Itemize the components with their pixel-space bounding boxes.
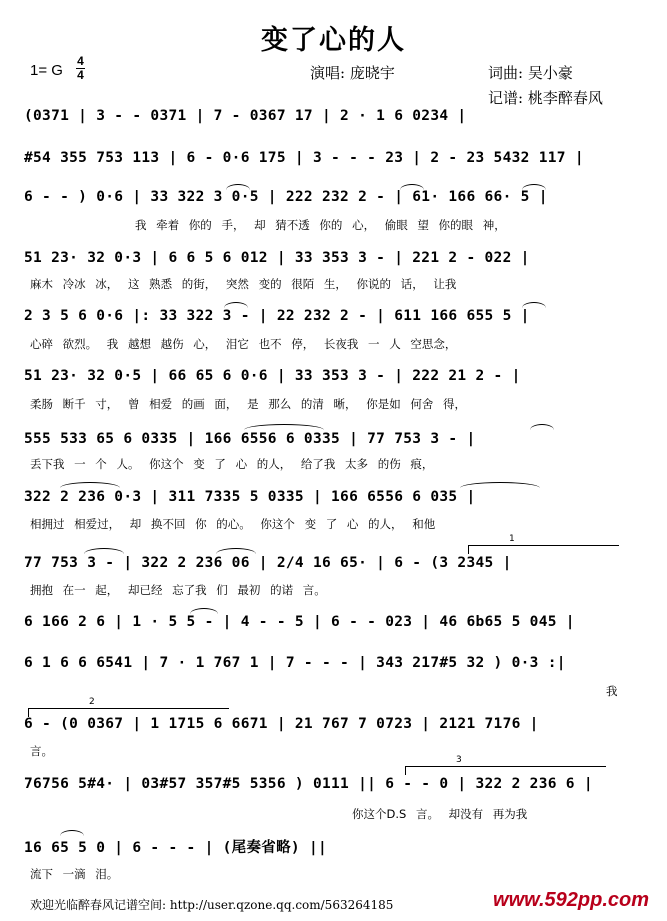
footer-credit: 欢迎光临醉春风记谱空间: http://user.qzone.qq.com/563264185 (30, 898, 394, 912)
lyric-line: 柔肠 断千 寸， 曾 相爱 的画 面， 是 那么 的清 晰， 你是如 何舍 得， (30, 397, 467, 411)
slur-mark (190, 608, 218, 614)
time-signature-top: 4 (77, 54, 84, 68)
lyric-line: 拥抱 在一 起， 却已经 忘了我 们 最初 的诺 言。 (30, 583, 326, 597)
site-watermark: www.592pp.com (493, 889, 649, 911)
slur-mark (224, 302, 248, 308)
volta-bracket-2: 2 (28, 708, 229, 717)
lyric-line: 我 牵着 你的 手， 却 猜不透 你的 心， 偷眼 望 你的眼 神， (135, 218, 506, 232)
lyric-line: 丢下我 一 个 人。 你这个 变 了 心 的人， 给了我 太多 的伤 痕， (30, 457, 434, 471)
score-row: 6 - (0 0367 | 1 1715 6 6671 | 21 767 7 0723 | 2121 7176 | (24, 716, 539, 732)
lyric-line: 流下 一滴 泪。 (30, 867, 119, 881)
volta-bracket-1: 1 (468, 545, 619, 554)
score-row: 6 1 6 6 6541 | 7 · 1 767 1 | 7 - - - | 343 217#5 32 ) 0·3 :| (24, 655, 566, 671)
slur-mark (244, 424, 324, 430)
lyric-line: 心碎 欲烈。 我 越想 越伤 心， 泪它 也不 停， 长夜我 一 人 空思念， (30, 337, 457, 351)
slur-mark (84, 548, 124, 554)
time-signature (76, 56, 85, 81)
song-title: 变了心的人 (261, 25, 406, 56)
score-row: 76756 5#4· | 03#57 357#5 5356 ) 0111 || 6 - - 0 | 322 2 236 6 | (24, 776, 593, 792)
score-row: 6 166 2 6 | 1 · 5 5 - | 4 - - 5 | 6 - - 023 | 46 6b65 5 045 | (24, 614, 575, 630)
slur-mark (226, 184, 250, 190)
slur-mark (60, 482, 120, 488)
singer-credit: 演唱: 庞晓宇 (310, 64, 395, 82)
score-row: #54 355 753 113 | 6 - 0·6 175 | 3 - - - 23 | 2 - 23 5432 117 | (24, 150, 584, 166)
lyric-line: 麻木 冷冰 冰， 这 熟悉 的街， 突然 变的 很陌 生， 你说的 话， 让我 (30, 277, 457, 291)
time-signature-bottom: 4 (77, 68, 84, 82)
slur-mark (60, 830, 84, 836)
score-row: 51 23· 32 0·5 | 66 65 6 0·6 | 33 353 3 - | 222 21 2 - | (24, 368, 521, 384)
score-row: 555 533 65 6 0335 | 166 6556 6 0335 | 77 753 3 - | (24, 431, 476, 447)
score-row: 77 753 3 - | 322 2 236 06 | 2/4 16 65· | 6 - (3 2345 | (24, 555, 512, 571)
slur-mark (460, 482, 540, 488)
score-row: (0371 | 3 - - 0371 | 7 - 0367 17 | 2 · 1 6 0234 | (24, 108, 467, 124)
slur-mark (522, 302, 546, 308)
score-row: 16 65 5 0 | 6 - - - | (尾奏省略) || (24, 840, 328, 856)
slur-mark (400, 184, 424, 190)
lyric-line: 我 (606, 684, 618, 698)
lyric-line: 言。 (30, 744, 53, 758)
score-row: 2 3 5 6 0·6 |: 33 322 3 - | 22 232 2 - | 611 166 655 5 | (24, 308, 530, 324)
score-row: 51 23· 32 0·3 | 6 6 5 6 012 | 33 353 3 - | 221 2 - 022 | (24, 250, 530, 266)
slur-mark (216, 548, 256, 554)
key-signature: 1= G (30, 62, 63, 79)
lyric-line: 你这个D.S 言。 却没有 再为我 (352, 807, 528, 821)
composer-credit: 词曲: 吴小豪 (488, 64, 573, 82)
score-row: 6 - - ) 0·6 | 33 322 3 0·5 | 222 232 2 - | 61· 166 66· 5 | (24, 189, 548, 205)
slur-mark (530, 424, 554, 430)
volta-bracket-3: 3 (405, 766, 606, 775)
score-row: 322 2 236 0·3 | 311 7335 5 0335 | 166 6556 6 035 | (24, 489, 476, 505)
transcriber-credit: 记谱: 桃李醉春风 (488, 89, 603, 107)
slur-mark (522, 184, 546, 190)
lyric-line: 相拥过 相爱过， 却 换不回 你 的心。 你这个 变 了 心 的人， 和他 (30, 517, 436, 531)
